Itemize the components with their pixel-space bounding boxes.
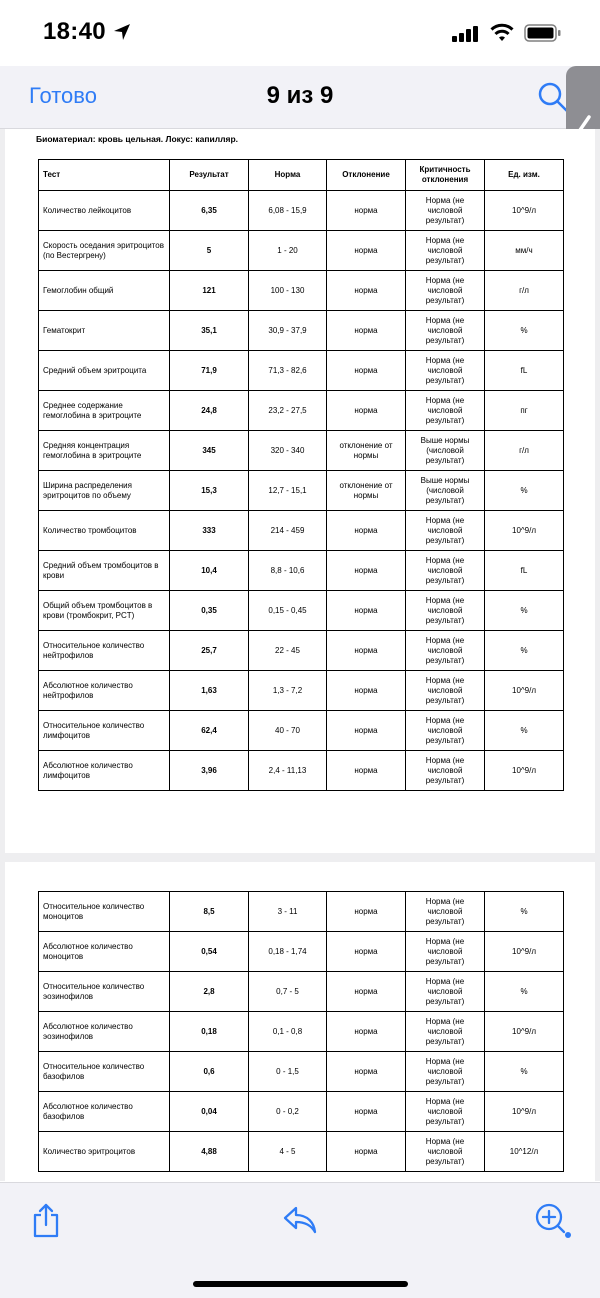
status-time: 18:40 [43,18,106,45]
deviation-cell: норма [327,231,406,271]
deviation-cell: норма [327,972,406,1012]
criticality-cell: Норма (не числовой результат) [406,1012,485,1052]
reference-range-cell: 2,4 - 11,13 [249,751,327,791]
deviation-cell: норма [327,1132,406,1172]
test-name-cell: Абсолютное количество лимфоцитов [39,751,170,791]
reference-range-cell: 0,1 - 0,8 [249,1012,327,1052]
criticality-cell: Норма (не числовой результат) [406,711,485,751]
reference-range-cell: 3 - 11 [249,892,327,932]
deviation-cell: норма [327,391,406,431]
unit-cell: 10^9/л [485,191,564,231]
test-name-cell: Абсолютное количество эозинофилов [39,1012,170,1052]
criticality-cell: Норма (не числовой результат) [406,671,485,711]
table-header-row [39,160,564,191]
test-name-cell: Относительное количество эозинофилов [39,972,170,1012]
table-row [39,711,564,751]
reference-range-cell: 214 - 459 [249,511,327,551]
table-row [39,551,564,591]
unit-cell: 10^12/л [485,1132,564,1172]
deviation-cell: норма [327,1052,406,1092]
result-cell: 333 [170,511,249,551]
result-cell: 25,7 [170,631,249,671]
unit-cell: % [485,471,564,511]
test-name-cell: Относительное количество моноцитов [39,892,170,932]
table-row [39,892,564,932]
column-header: Результат [170,160,249,191]
table-row [39,191,564,231]
test-name-cell: Абсолютное количество нейтрофилов [39,671,170,711]
result-cell: 15,3 [170,471,249,511]
biomaterial-caption: Биоматериал: кровь цельная. Локус: капилляр. [36,134,239,144]
unit-cell: 10^9/л [485,511,564,551]
deviation-cell: норма [327,1092,406,1132]
deviation-cell: норма [327,1012,406,1052]
test-name-cell: Относительное количество нейтрофилов [39,631,170,671]
deviation-cell: отклонение от нормы [327,471,406,511]
search-icon[interactable] [536,80,570,114]
reference-range-cell: 6,08 - 15,9 [249,191,327,231]
deviation-cell: норма [327,271,406,311]
result-cell: 345 [170,431,249,471]
criticality-cell: Норма (не числовой результат) [406,1132,485,1172]
result-cell: 3,96 [170,751,249,791]
unit-cell: % [485,1052,564,1092]
criticality-cell: Норма (не числовой результат) [406,932,485,972]
unit-cell: % [485,892,564,932]
reference-range-cell: 8,8 - 10,6 [249,551,327,591]
unit-cell: % [485,311,564,351]
unit-cell: % [485,711,564,751]
reference-range-cell: 0,15 - 0,45 [249,591,327,631]
result-cell: 121 [170,271,249,311]
table-row [39,431,564,471]
unit-cell: г/л [485,271,564,311]
reference-range-cell: 71,3 - 82,6 [249,351,327,391]
unit-cell: 10^9/л [485,1092,564,1132]
test-name-cell: Количество эритроцитов [39,1132,170,1172]
unit-cell: мм/ч [485,231,564,271]
unit-cell: fL [485,551,564,591]
test-name-cell: Абсолютное количество моноцитов [39,932,170,972]
reference-range-cell: 4 - 5 [249,1132,327,1172]
result-cell: 2,8 [170,972,249,1012]
location-arrow-icon [112,22,132,42]
page-counter: 9 из 9 [266,82,334,109]
table-row [39,972,564,1012]
result-cell: 0,6 [170,1052,249,1092]
result-cell: 10,4 [170,551,249,591]
unit-cell: г/л [485,431,564,471]
criticality-cell: Норма (не числовой результат) [406,511,485,551]
status-bar [0,0,600,66]
document-page [5,129,595,853]
bottom-toolbar [0,1182,600,1298]
criticality-cell: Норма (не числовой результат) [406,1092,485,1132]
unit-cell: % [485,591,564,631]
table-row [39,511,564,551]
deviation-cell: норма [327,191,406,231]
reference-range-cell: 0,7 - 5 [249,972,327,1012]
result-cell: 62,4 [170,711,249,751]
table-row [39,932,564,972]
criticality-cell: Норма (не числовой результат) [406,551,485,591]
table-row [39,591,564,631]
test-name-cell: Гемоглобин общий [39,271,170,311]
table-row [39,1132,564,1172]
test-name-cell: Средняя концентрация гемоглобина в эритроците [39,431,170,471]
deviation-cell: отклонение от нормы [327,431,406,471]
column-header: Норма [249,160,327,191]
column-header: Тест [39,160,170,191]
unit-cell: 10^9/л [485,751,564,791]
result-cell: 1,63 [170,671,249,711]
test-name-cell: Количество лейкоцитов [39,191,170,231]
table-row [39,1052,564,1092]
share-icon[interactable] [31,1203,61,1239]
criticality-cell: Норма (не числовой результат) [406,751,485,791]
deviation-cell: норма [327,311,406,351]
result-cell: 71,9 [170,351,249,391]
table-row [39,391,564,431]
table-row [39,351,564,391]
criticality-cell: Выше нормы (числовой результат) [406,471,485,511]
reference-range-cell: 1,3 - 7,2 [249,671,327,711]
test-name-cell: Относительное количество базофилов [39,1052,170,1092]
criticality-cell: Норма (не числовой результат) [406,972,485,1012]
table-row [39,1092,564,1132]
nav-bar [0,66,600,129]
criticality-cell: Норма (не числовой результат) [406,191,485,231]
test-name-cell: Гематокрит [39,311,170,351]
criticality-cell: Норма (не числовой результат) [406,591,485,631]
test-name-cell: Среднее содержание гемоглобина в эритроците [39,391,170,431]
results-table [38,891,564,1172]
reply-markup-icon[interactable] [282,1205,318,1235]
column-header: Критичность отклонения [406,160,485,191]
result-cell: 0,35 [170,591,249,631]
table-row [39,231,564,271]
unit-cell: 10^9/л [485,1012,564,1052]
deviation-cell: норма [327,551,406,591]
reference-range-cell: 22 - 45 [249,631,327,671]
criticality-cell: Норма (не числовой результат) [406,631,485,671]
result-cell: 35,1 [170,311,249,351]
unit-cell: % [485,972,564,1012]
reference-range-cell: 320 - 340 [249,431,327,471]
reference-range-cell: 100 - 130 [249,271,327,311]
zoom-in-icon[interactable] [533,1201,573,1239]
table-row [39,751,564,791]
reference-range-cell: 12,7 - 15,1 [249,471,327,511]
criticality-cell: Норма (не числовой результат) [406,231,485,271]
unit-cell: 10^9/л [485,932,564,972]
criticality-cell: Норма (не числовой результат) [406,1052,485,1092]
criticality-cell: Норма (не числовой результат) [406,311,485,351]
test-name-cell: Скорость оседания эритроцитов (по Вестергрену) [39,231,170,271]
result-cell: 8,5 [170,892,249,932]
unit-cell: 10^9/л [485,671,564,711]
done-button[interactable]: Готово [29,83,97,108]
criticality-cell: Норма (не числовой результат) [406,391,485,431]
criticality-cell: Норма (не числовой результат) [406,892,485,932]
table-row [39,631,564,671]
test-name-cell: Абсолютное количество базофилов [39,1092,170,1132]
result-cell: 24,8 [170,391,249,431]
document-page [5,862,595,1181]
home-indicator [193,1281,408,1287]
criticality-cell: Норма (не числовой результат) [406,271,485,311]
criticality-cell: Выше нормы (числовой результат) [406,431,485,471]
column-header: Ед. изм. [485,160,564,191]
result-cell: 5 [170,231,249,271]
deviation-cell: норма [327,631,406,671]
deviation-cell: норма [327,591,406,631]
result-cell: 6,35 [170,191,249,231]
unit-cell: % [485,631,564,671]
reference-range-cell: 0 - 1,5 [249,1052,327,1092]
deviation-cell: норма [327,671,406,711]
reference-range-cell: 0 - 0,2 [249,1092,327,1132]
test-name-cell: Общий объем тромбоцитов в крови (тромбокрит, PCT) [39,591,170,631]
deviation-cell: норма [327,351,406,391]
results-table [38,159,564,791]
reference-range-cell: 23,2 - 27,5 [249,391,327,431]
table-row [39,271,564,311]
wifi-icon [490,23,514,43]
unit-cell: fL [485,351,564,391]
deviation-cell: норма [327,511,406,551]
reference-range-cell: 30,9 - 37,9 [249,311,327,351]
unit-cell: пг [485,391,564,431]
cellular-signal-icon [452,26,480,42]
test-name-cell: Средний объем эритроцита [39,351,170,391]
reference-range-cell: 1 - 20 [249,231,327,271]
column-header: Отклонение [327,160,406,191]
test-name-cell: Относительное количество лимфоцитов [39,711,170,751]
result-cell: 0,54 [170,932,249,972]
table-row [39,471,564,511]
deviation-cell: норма [327,751,406,791]
reference-range-cell: 0,18 - 1,74 [249,932,327,972]
battery-icon [524,24,562,42]
deviation-cell: норма [327,932,406,972]
test-name-cell: Средний объем тромбоцитов в крови [39,551,170,591]
table-row [39,311,564,351]
result-cell: 4,88 [170,1132,249,1172]
result-cell: 0,04 [170,1092,249,1132]
document-viewer[interactable] [0,129,600,1181]
criticality-cell: Норма (не числовой результат) [406,351,485,391]
test-name-cell: Ширина распределения эритроцитов по объему [39,471,170,511]
deviation-cell: норма [327,711,406,751]
reference-range-cell: 40 - 70 [249,711,327,751]
table-row [39,1012,564,1052]
deviation-cell: норма [327,892,406,932]
test-name-cell: Количество тромбоцитов [39,511,170,551]
result-cell: 0,18 [170,1012,249,1052]
table-row [39,671,564,711]
